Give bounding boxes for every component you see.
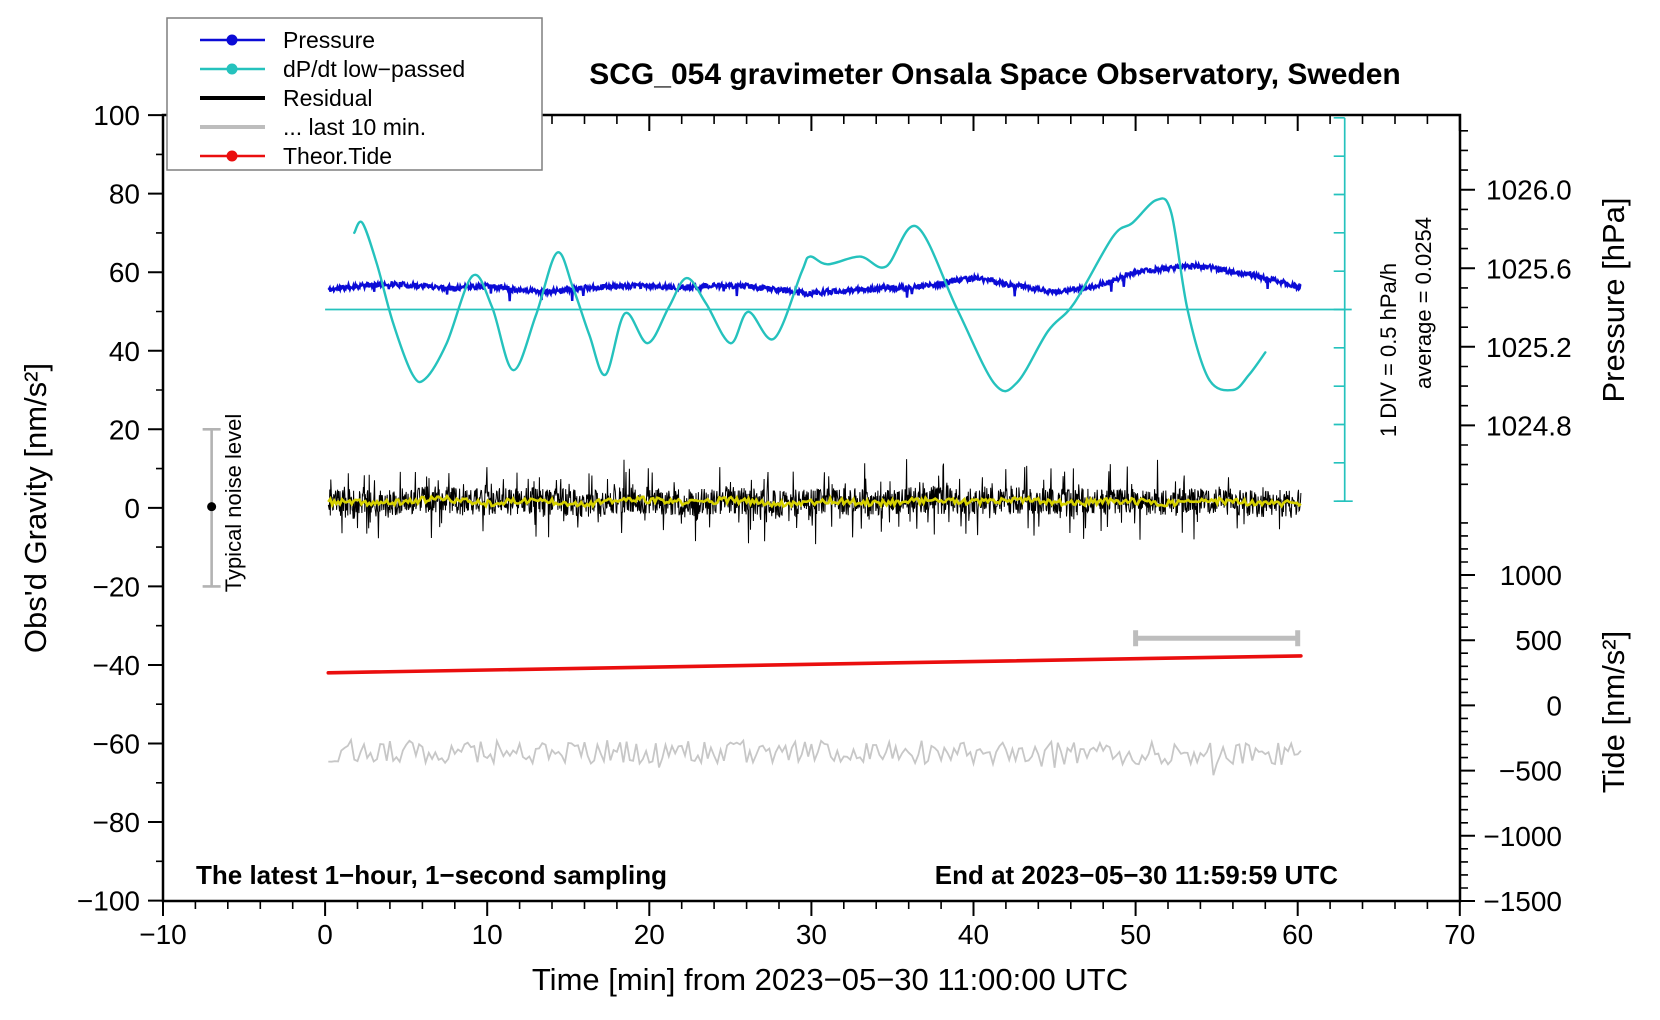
pressure-tick-label: 1025.2 [1486, 331, 1572, 363]
gravity-tick-label: 20 [108, 414, 140, 446]
legend [167, 18, 542, 170]
x-tick-label: 30 [795, 919, 827, 950]
typical-noise-level-label: Typical noise level [221, 413, 246, 593]
x-tick-label: 20 [633, 919, 665, 950]
x-tick-label: −10 [139, 919, 187, 950]
legend-label-dpdt: dP/dt low−passed [283, 56, 466, 82]
pressure-tick-label: 1026.0 [1486, 174, 1572, 206]
gravity-tick-label: 0 [124, 492, 140, 524]
tide-axis-title: Tide [nm/s²] [1596, 630, 1631, 794]
pressure-axis-title: Pressure [hPa] [1596, 197, 1631, 403]
gravity-tick-label: 100 [93, 100, 140, 132]
left-axis-title: Obs'd Gravity [nm/s²] [18, 362, 53, 654]
x-tick-label: 70 [1444, 919, 1476, 950]
tide-tick-label: 500 [1515, 625, 1562, 657]
x-axis-title: Time [min] from 2023−05−30 11:00:00 UTC [531, 962, 1129, 997]
x-tick-label: 10 [471, 919, 503, 950]
average-label: average = 0.0254 [1411, 217, 1436, 389]
legend-label-residual: Residual [283, 85, 373, 111]
gravity-tick-label: −60 [92, 728, 140, 760]
div-scale-label: 1 DIV = 0.5 hPa/h [1376, 262, 1401, 438]
tide-tick-label: −1500 [1483, 885, 1562, 917]
tide-tick-label: 1000 [1499, 560, 1562, 592]
x-tick-label: 0 [317, 919, 333, 950]
gravity-tick-label: −100 [76, 885, 140, 917]
legend-marker-dot [227, 35, 238, 46]
pressure-tick-label: 1024.8 [1486, 410, 1572, 442]
legend-marker-dot [227, 151, 238, 162]
legend-label-tide: Theor.Tide [283, 143, 393, 169]
legend-label-last10: ... last 10 min. [283, 114, 427, 140]
x-tick-label: 60 [1282, 919, 1314, 950]
gravity-tick-label: 60 [108, 257, 140, 289]
x-tick-label: 40 [957, 919, 990, 950]
tide-tick-label: −500 [1498, 755, 1562, 787]
gravity-tick-label: 40 [108, 335, 140, 367]
x-tick-label: 50 [1120, 919, 1152, 950]
pressure-tick-label: 1025.6 [1486, 253, 1572, 285]
end-time-note: End at 2023−05−30 11:59:59 UTC [934, 860, 1338, 890]
sampling-note: The latest 1−hour, 1−second sampling [196, 860, 668, 890]
gravity-tick-label: 80 [108, 178, 140, 210]
noise-bar-dot [207, 502, 216, 511]
gravity-tick-label: −20 [92, 571, 140, 603]
gravity-tick-label: −80 [92, 807, 140, 839]
legend-marker-dot [227, 64, 238, 75]
tide-tick-label: 0 [1546, 690, 1562, 722]
chart-title: SCG_054 gravimeter Onsala Space Observatory, Sweden [589, 58, 1401, 91]
tide-tick-label: −1000 [1483, 820, 1562, 852]
legend-label-pressure: Pressure [283, 27, 376, 53]
gravity-tick-label: −40 [92, 649, 140, 681]
